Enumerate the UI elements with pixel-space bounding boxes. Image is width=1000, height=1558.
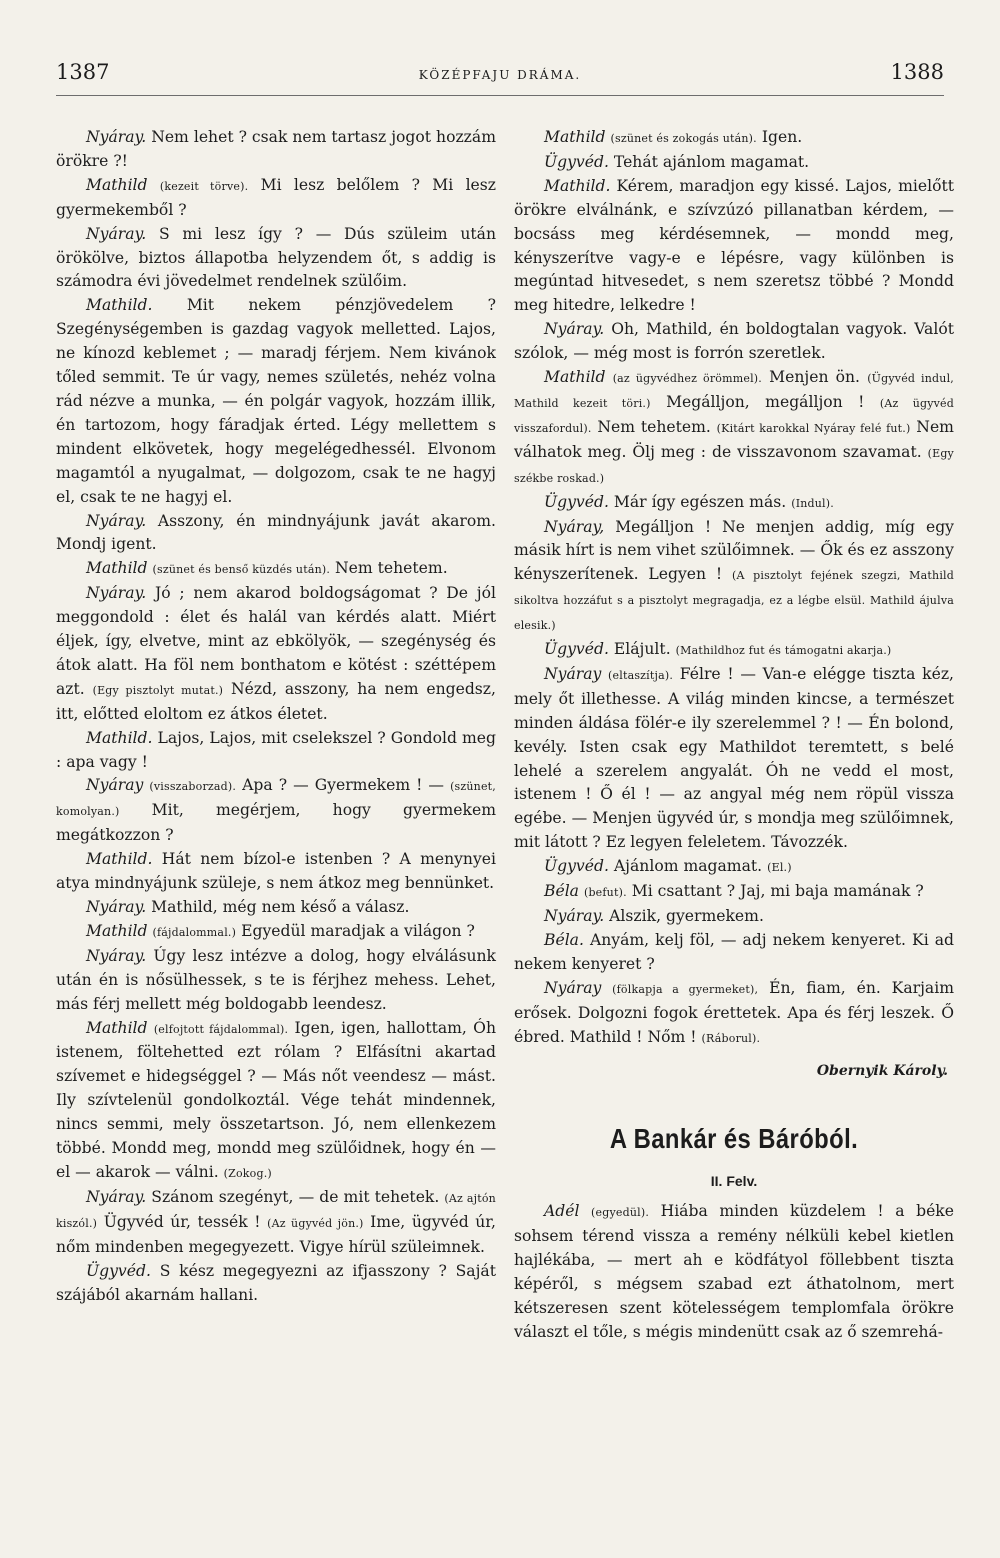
speaker-name: Nyáray. xyxy=(544,907,605,925)
dialogue-paragraph xyxy=(514,126,954,151)
speaker-name: Nyáray. xyxy=(86,511,147,530)
dialogue-paragraph xyxy=(514,638,954,663)
dialogue-text: Hiába minden küzdelem ! a béke sohsem térend vissza a remény nélküli kebel kietlen hajlékába, — mert ah e ködfátyol föllebbent tiszta képéről, s mégsem szabad ezt áthatolnom, mert kétszeresen szent kötelességem templomfala örökre választ el tőle, s mégis mindenütt csak az ő szemrehá- xyxy=(514,1202,954,1341)
stage-direction: (Ráborul). xyxy=(701,1031,761,1045)
dialogue-paragraph xyxy=(56,774,496,848)
stage-direction: (eltaszítja). xyxy=(608,668,674,682)
dialogue-paragraph xyxy=(56,582,496,726)
dialogue-paragraph xyxy=(56,557,496,582)
dialogue-text: Már így egészen más. xyxy=(613,492,787,511)
right-column xyxy=(514,126,954,1345)
author-signature: Obernyik Károly. xyxy=(816,1063,948,1080)
dialogue-paragraph xyxy=(56,920,496,945)
speaker-name: Nyáray. xyxy=(544,320,605,339)
speaker-name: Ügyvéd. xyxy=(544,857,609,876)
dialogue-text: Úgy lesz intézve a dolog, hogy elválásunk után én is nősülhessek, s te is férjhez mehess. Lehet, más férj mellett még boldogabb leendesz. xyxy=(56,946,496,1013)
stage-direction: (Az ajtón kiszól.) xyxy=(56,1191,496,1230)
speaker-name: Ügyvéd. xyxy=(544,640,609,659)
speaker-name: Mathild xyxy=(544,368,606,387)
speaker-name: Nyáray. xyxy=(86,946,147,965)
stage-direction: (fölkapja a gyermeket), xyxy=(612,982,759,996)
stage-direction: (kezeit törve). xyxy=(159,179,249,193)
speaker-name: Ügyvéd. xyxy=(544,492,609,511)
section-subtitle: II. Felv. xyxy=(710,1173,758,1190)
dialogue-text: Nézd, asszony, ha nem engedsz, itt, előtted eloltom ez átkos életet. xyxy=(56,679,496,723)
speaker-name: Béla xyxy=(544,882,579,901)
dialogue-paragraph xyxy=(56,1186,496,1260)
stage-direction: (Egy pisztolyt mutat.) xyxy=(92,683,224,697)
speaker-name: Nyáray xyxy=(544,978,602,997)
speaker-name: Nyáray. xyxy=(86,224,147,243)
stage-direction: (befut). xyxy=(583,886,627,900)
speaker-name: Mathild. xyxy=(86,296,153,315)
dialogue-paragraph xyxy=(56,945,496,1017)
stage-direction: (Indul). xyxy=(791,496,834,510)
dialogue-paragraph xyxy=(56,174,496,223)
dialogue-paragraph xyxy=(514,663,954,855)
dialogue-paragraph xyxy=(514,516,954,639)
dialogue-text: Lajos, Lajos, mit cselekszel ? Gondold meg : apa vagy ! xyxy=(56,728,496,771)
stage-direction: (A pisztolyt fejének szegzi, Mathild sikoltva hozzáfut s a pisztolyt megragadja, ez a légbe elsül. Mathild ájulva elesik.) xyxy=(514,569,954,633)
dialogue-text: Szánom szegényt, — de mit tehetek. xyxy=(151,1187,440,1206)
dialogue-paragraph xyxy=(56,727,496,775)
stage-direction: (elfojtott fájdalommal). xyxy=(153,1022,289,1036)
dialogue-paragraph xyxy=(56,848,496,896)
speaker-name: Adél xyxy=(544,1202,580,1221)
dialogue-paragraph xyxy=(56,510,496,558)
dialogue-text: Anyám, kelj föl, — adj nekem kenyeret. Ki ad nekem kenyeret ? xyxy=(514,930,954,973)
dialogue-text: Tehát ajánlom magamat. xyxy=(613,152,810,171)
stage-direction: (egyedül). xyxy=(591,1206,650,1220)
stage-direction: (az ügyvédhez örömmel). xyxy=(612,372,762,386)
stage-direction: (szünet és zokogás után). xyxy=(610,132,757,145)
speaker-name: Nyáray xyxy=(86,776,144,795)
dialogue-paragraph xyxy=(56,223,496,295)
dialogue-text: Mit, megérjem, hogy gyermekem megátkozzon ? xyxy=(56,801,496,845)
left-column xyxy=(56,126,496,1307)
stage-direction: (Kitárt karokkal Nyáray felé fut.) xyxy=(716,421,911,435)
dialogue-text: Elájult. xyxy=(613,640,671,659)
section-title: A Bankár és Báróból. xyxy=(609,1123,859,1155)
speaker-name: Mathild xyxy=(86,921,148,940)
stage-direction: (Ügyvéd indul, Mathild kezeit töri.) xyxy=(514,372,954,410)
dialogue-text: Nem lehet ? csak nem tartasz jogot hozzám örökre ?! xyxy=(56,128,496,170)
dialogue-text: Mit nekem pénzjövedelem ? Szegénységemben is gazdag vagyok melletted. Lajos, ne kínozd keblemet ; — maradj férjem. Nem kivánok tőled semmit. Te úr vagy, nemes születés, nehéz volna rád nézve a munka, — én polgár vagyok, hozzám illik, én tartozom, hogy fáradjak érted. Légy mellettem s mindent elkövetek, hogy megelégedhessél. Elvonom magamtól a nyugalmat, — dolgozom, csak te ne hagyj el, csak te ne hagyj el. xyxy=(56,296,496,506)
dialogue-text: Félre ! — Van-e elégge tiszta kéz, mely őt illethesse. A világ minden kincse, a természet minden áldása fölér-e ily szerelemmel ? ! — Én bolond, kevély. Isten csak egy Mathildot teremtett, s belé lehelé a szerelem angyalát. Óh ne vedd el most, istenem ! Ő él ! — az angyal még nem röpül vissza egébe. — Menjen ügyvéd úr, s mondja meg szülőimnek, mit látott ? Ez legyen feleletem. Távozzék. xyxy=(514,664,954,852)
dialogue-text: Hát nem bízol-e istenben ? A menynyei atya mindnyájunk szüleje, s nem átkoz meg bennünket. xyxy=(56,850,497,893)
stage-direction: (Mathildhoz fut és támogatni akarja.) xyxy=(675,644,892,658)
speaker-name: Mathild. xyxy=(544,176,611,195)
stage-direction: (Zokog.) xyxy=(223,1166,272,1180)
speaker-name: Ügyvéd. xyxy=(544,152,609,171)
stage-direction: (visszaborzad). xyxy=(149,780,237,794)
dialogue-text: Menjen ön. xyxy=(769,368,861,387)
dialogue-text: Alszik, gyermekem. xyxy=(609,907,764,925)
dialogue-paragraph xyxy=(514,905,954,929)
dialogue-paragraph xyxy=(514,366,954,491)
stage-direction: (fájdalommal.) xyxy=(152,925,237,939)
dialogue-paragraph xyxy=(514,175,954,318)
speaker-name: Nyáray, xyxy=(544,517,605,536)
speaker-name: Nyáray. xyxy=(86,1187,147,1206)
speaker-name: Mathild xyxy=(544,128,606,146)
dialogue-text: Mi lesz belőlem ? Mi lesz gyermekemből ? xyxy=(56,175,496,219)
dialogue-paragraph xyxy=(56,896,496,920)
dialogue-text: Ime, ügyvéd úr, nőm mindenben megegyezett. Vigye hírül szüleimnek. xyxy=(56,1212,496,1256)
speaker-name: Béla. xyxy=(544,930,584,949)
dialogue-text: Apa ? — Gyermekem ! — xyxy=(242,776,445,795)
stage-direction: (szünet és benső küzdés után). xyxy=(152,563,331,577)
stage-direction: (Egy székbe roskad.) xyxy=(514,446,954,485)
stage-direction: (Az ügyvéd visszafordul). xyxy=(514,396,955,435)
dialogue-paragraph xyxy=(514,929,954,977)
speaker-name: Nyáray. xyxy=(86,584,147,603)
dialogue-text: Oh, Mathild, én boldogtalan vagyok. Valót szólok, — még most is forrón szeretlek. xyxy=(514,320,954,363)
right-column-dialogue xyxy=(514,126,954,1050)
page-header xyxy=(56,56,944,96)
dialogue-paragraph xyxy=(56,294,496,509)
speaker-name: Mathild xyxy=(86,175,148,194)
dialogue-text: Jó ; nem akarod boldogságomat ? De jól meggondold : élet és halál van kérdés alatt. Miért éljek, így, elvetve, mint az ebkölyök, — szegénység és átok alatt. Ha föl nem bonthatom e kötést : széttépem azt. xyxy=(56,584,496,698)
dialogue-text: S kész megegyezni az ifjasszony ? Saját szájából akarnám hallani. xyxy=(56,1261,496,1304)
dialogue-text: S mi lesz így ? — Dús szüleim után örökölve, biztos állapotba helyzendem őt, s addig is számodra évi jövedelmet rendelnek szülőim. xyxy=(56,224,496,291)
dialogue-text: Igen, igen, hallottam, Óh istenem, föltehetted ezt rólam ? Elfásítni akartad szívemet e hidegséggel ? — Más nőt veendesz — mást. Ily szívtelenül gondolkoztál. Vége tehát mindennek, nincs semmi, mely összetartson. Jó, nem ellenkezem többé. Mondd meg, mondd meg szülőidnek, hogy én — el — akarok — válni. xyxy=(56,1018,496,1181)
speaker-name: Ügyvéd. xyxy=(86,1261,151,1280)
dialogue-text: Ügyvéd úr, tessék ! xyxy=(103,1212,261,1231)
dialogue-text: Mi csattant ? Jaj, mi baja mamának ? xyxy=(631,882,924,901)
speaker-name: Nyáray xyxy=(544,664,602,683)
dialogue-paragraph xyxy=(514,977,954,1051)
dialogue-paragraph xyxy=(514,491,954,516)
dialogue-text: Asszony, én mindnyájunk javát akarom. Mondj igent. xyxy=(56,511,496,554)
dialogue-paragraph xyxy=(514,880,954,905)
speaker-name: Mathild xyxy=(86,559,148,578)
dialogue-paragraph xyxy=(514,318,954,366)
speaker-name: Mathild. xyxy=(86,728,153,747)
speaker-name: Mathild. xyxy=(86,850,153,869)
dialogue-text: Igen. xyxy=(761,128,803,146)
speaker-name: Nyáray. xyxy=(86,898,147,916)
dialogue-text: Ajánlom magamat. xyxy=(613,857,763,876)
dialogue-text: Nem tehetem. xyxy=(597,417,711,436)
stage-direction: (szünet, komolyan.) xyxy=(56,780,496,819)
dialogue-paragraph xyxy=(514,1200,954,1344)
dialogue-paragraph xyxy=(56,1260,496,1308)
speaker-name: Nyáray. xyxy=(86,128,147,146)
dialogue-paragraph xyxy=(56,1017,496,1186)
dialogue-text: Nem tehetem. xyxy=(335,559,448,578)
dialogue-text: Megálljon, megálljon ! xyxy=(666,392,865,411)
stage-direction: (El.) xyxy=(767,861,792,875)
dialogue-text: Megálljon ! Ne menjen addig, míg egy másik hírt is nem vihet szülőimnek. — Ők és ez asszony kényszerítenek. Legyen ! xyxy=(514,517,954,584)
dialogue-paragraph xyxy=(514,151,954,175)
page-number-right: 1388 xyxy=(890,60,944,84)
dialogue-text: Kérem, maradjon egy kissé. Lajos, mielőtt örökre elválnánk, e szívzúzó pillanatban kérdem, — bocsáss meg kérdésemnek, — mondd meg, kényszerítve vagy-e e lépésre, vagy különben is megúntad hitvesedet, s nem szeretsz többé ? Mondd meg hitedre, lelkedre ! xyxy=(514,176,954,315)
dialogue-text: Nem válhatok meg. Ölj meg : de visszavonom szavamat. xyxy=(514,417,954,461)
stage-direction: (Az ügyvéd jön.) xyxy=(267,1216,364,1230)
dialogue-text: Mathild, még nem késő a válasz. xyxy=(151,898,410,916)
dialogue-paragraph xyxy=(56,126,496,174)
dialogue-text: Én, fiam, én. Karjaim erősek. Dolgozni fogok érettetek. Apa és férj leszek. Ő ébred. Mathild ! Nőm ! xyxy=(514,978,954,1046)
dialogue-text: Egyedül maradjak a világon ? xyxy=(241,921,475,940)
speaker-name: Mathild xyxy=(86,1018,148,1037)
running-title: KÖZÉPFAJU DRÁMA. xyxy=(418,68,582,82)
dialogue-paragraph xyxy=(514,855,954,880)
page-number-left: 1387 xyxy=(56,60,110,84)
